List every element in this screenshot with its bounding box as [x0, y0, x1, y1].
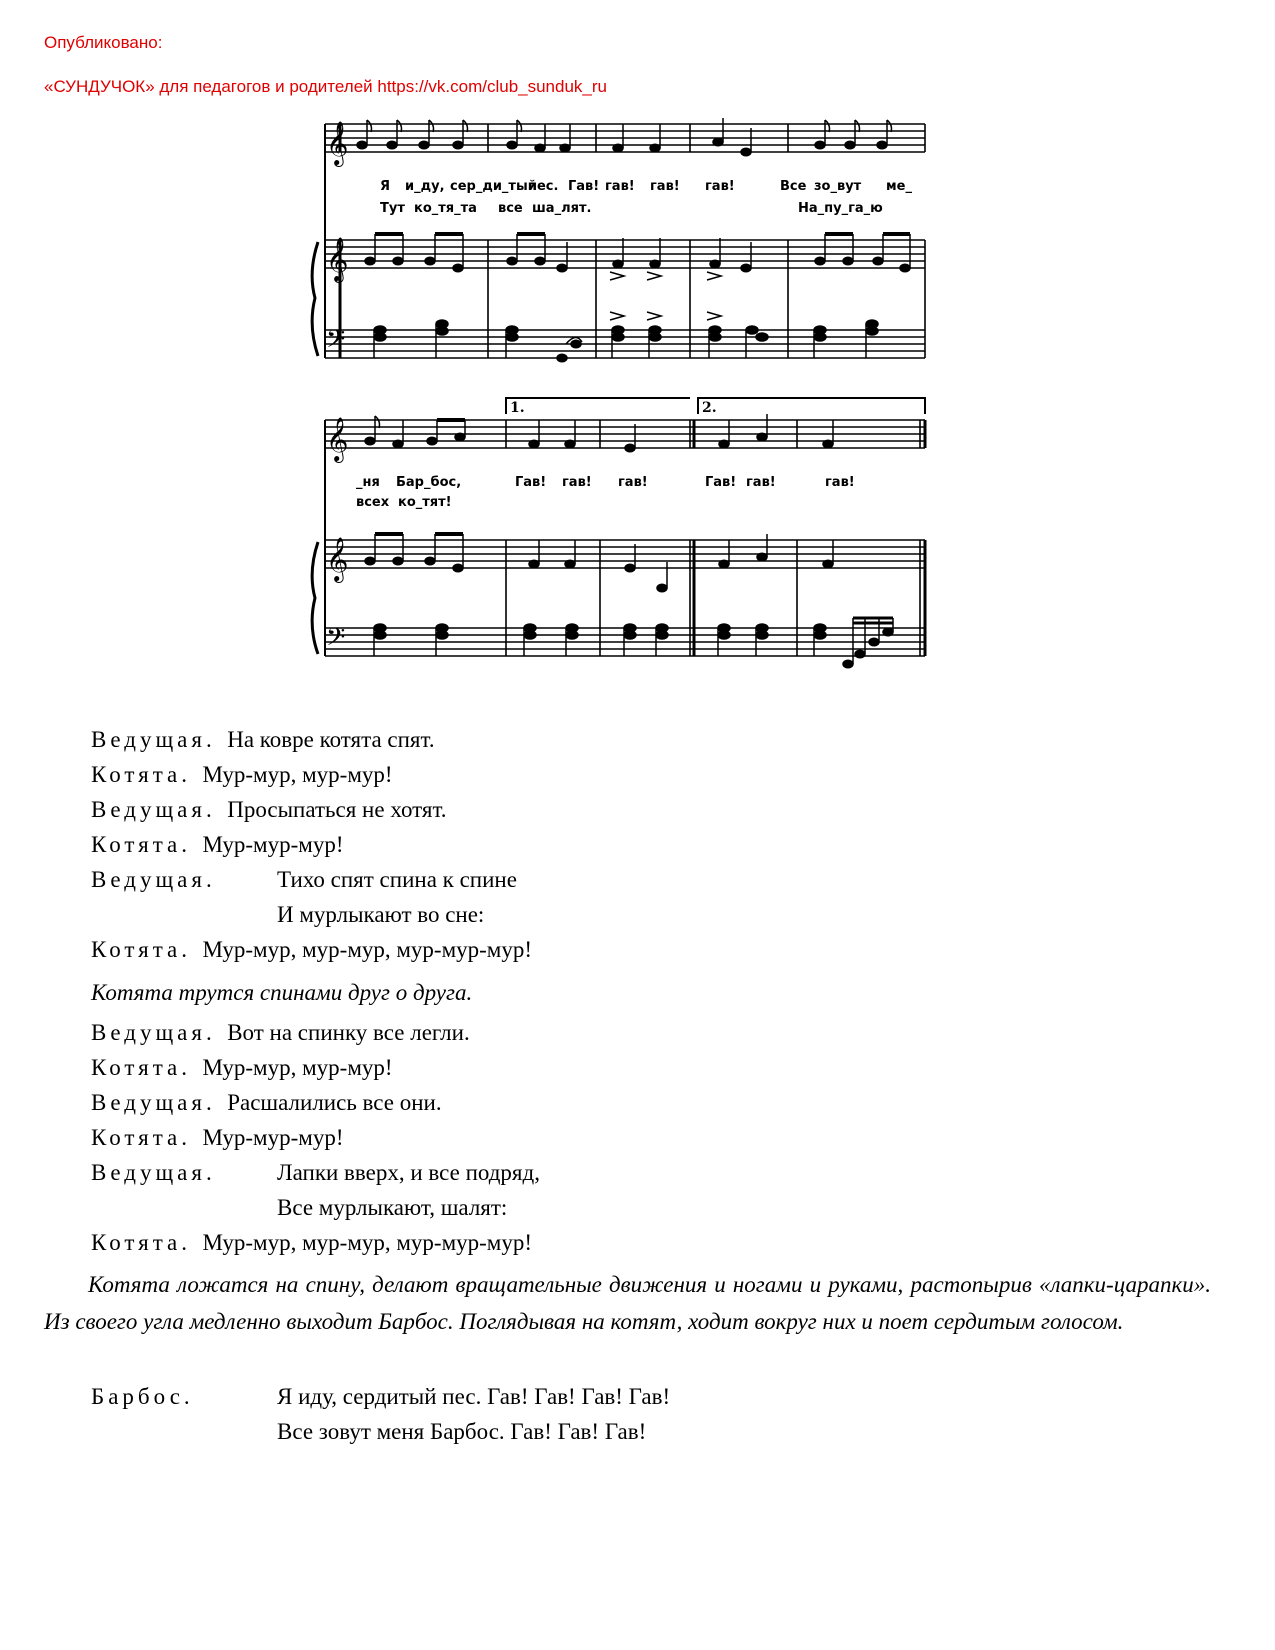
script-verse: Все мурлыкают, шалят:	[277, 1195, 508, 1220]
svg-text:ме_: ме_	[886, 179, 912, 194]
svg-text:Гав!: Гав!	[568, 179, 600, 194]
svg-text:Гав!: Гав!	[705, 475, 737, 490]
svg-text:ша_лят.: ша_лят.	[532, 201, 592, 216]
svg-text:𝄢: 𝄢	[326, 623, 346, 658]
volta-1: 1.	[510, 400, 525, 416]
script-line: Ведущая.	[91, 1160, 216, 1185]
svg-text:_ня: _ня	[356, 475, 380, 490]
svg-text:ко_тят!: ко_тят!	[398, 495, 452, 510]
svg-text:сер_ди_тый: сер_ди_тый	[450, 179, 537, 194]
script-verse: И мурлыкают во сне:	[277, 902, 485, 927]
volta-2: 2.	[702, 400, 717, 416]
script-line: Ведущая.	[91, 867, 216, 892]
script-line: Барбос.	[91, 1384, 194, 1409]
script-verse: Лапки вверх, и все подряд,	[277, 1160, 540, 1185]
svg-text:гав!: гав!	[618, 475, 648, 490]
svg-text:Все: Все	[780, 179, 807, 194]
svg-text:ко_тя_та: ко_тя_та	[414, 201, 477, 216]
svg-text:𝄢: 𝄢	[326, 325, 346, 360]
script-line: Ведущая. Расшалились все они.	[91, 1090, 442, 1115]
svg-text:пес.: пес.	[528, 179, 559, 194]
script-verse: Я иду, сердитый пес. Гав! Гав! Гав! Гав!	[277, 1384, 671, 1409]
script-line: Ведущая. На ковре котята спят.	[91, 727, 435, 752]
svg-text:всех: всех	[356, 495, 390, 510]
script-line: Котята. Мур-мур, мур-мур, мур-мур-мур!	[91, 937, 533, 962]
script-line: Котята. Мур-мур, мур-мур, мур-мур-мур!	[91, 1230, 533, 1255]
svg-text:𝄞: 𝄞	[326, 121, 349, 165]
published-label: Опубликовано:	[44, 33, 163, 52]
svg-text:зо_вут: зо_вут	[814, 179, 862, 194]
script-line: Ведущая. Вот на спинку все легли.	[91, 1020, 470, 1045]
script-line: Котята. Мур-мур-мур!	[91, 832, 344, 857]
svg-text:и_ду,: и_ду,	[405, 179, 445, 194]
script-verse: Тихо спят спина к спине	[277, 867, 517, 892]
script-line: Котята. Мур-мур, мур-мур!	[91, 762, 393, 787]
script-verse: Все зовут меня Барбос. Гав! Гав! Гав!	[277, 1419, 647, 1444]
svg-text:𝄞: 𝄞	[326, 537, 349, 581]
svg-text:все: все	[498, 201, 523, 216]
svg-text:Гав!: Гав!	[515, 475, 547, 490]
svg-text:𝄞: 𝄞	[326, 417, 349, 461]
script-line: Котята. Мур-мур, мур-мур!	[91, 1055, 393, 1080]
source-line: «СУНДУЧОК» для педагогов и родителей https://vk.com/club_sunduk_ru	[44, 77, 607, 96]
svg-text:гав!: гав!	[605, 179, 635, 194]
svg-text:Я: Я	[380, 179, 391, 194]
svg-text:На_пу_га_ю: На_пу_га_ю	[798, 201, 883, 216]
stage-direction: Котята ложатся на спину, делают вращательные движения и ногами и руками, растопырив «лапки-царапки». Из своего угла медленно выходит Барбос. Поглядывая на котят, ходит вокруг них и поет сердитым голосом.	[44, 1272, 1211, 1334]
svg-text:гав!: гав!	[825, 475, 855, 490]
svg-text:гав!: гав!	[705, 179, 735, 194]
svg-text:гав!: гав!	[562, 475, 592, 490]
svg-text:гав!: гав!	[650, 179, 680, 194]
script-line: Котята. Мур-мур-мур!	[91, 1125, 344, 1150]
svg-text:гав!: гав!	[746, 475, 776, 490]
svg-text:𝄞: 𝄞	[326, 237, 349, 281]
svg-text:Бар_бос,: Бар_бос,	[396, 475, 462, 490]
stage-direction: Котята трутся спинами друг о друга.	[91, 980, 473, 1005]
script-line: Ведущая. Просыпаться не хотят.	[91, 797, 447, 822]
svg-text:Тут: Тут	[380, 201, 405, 216]
